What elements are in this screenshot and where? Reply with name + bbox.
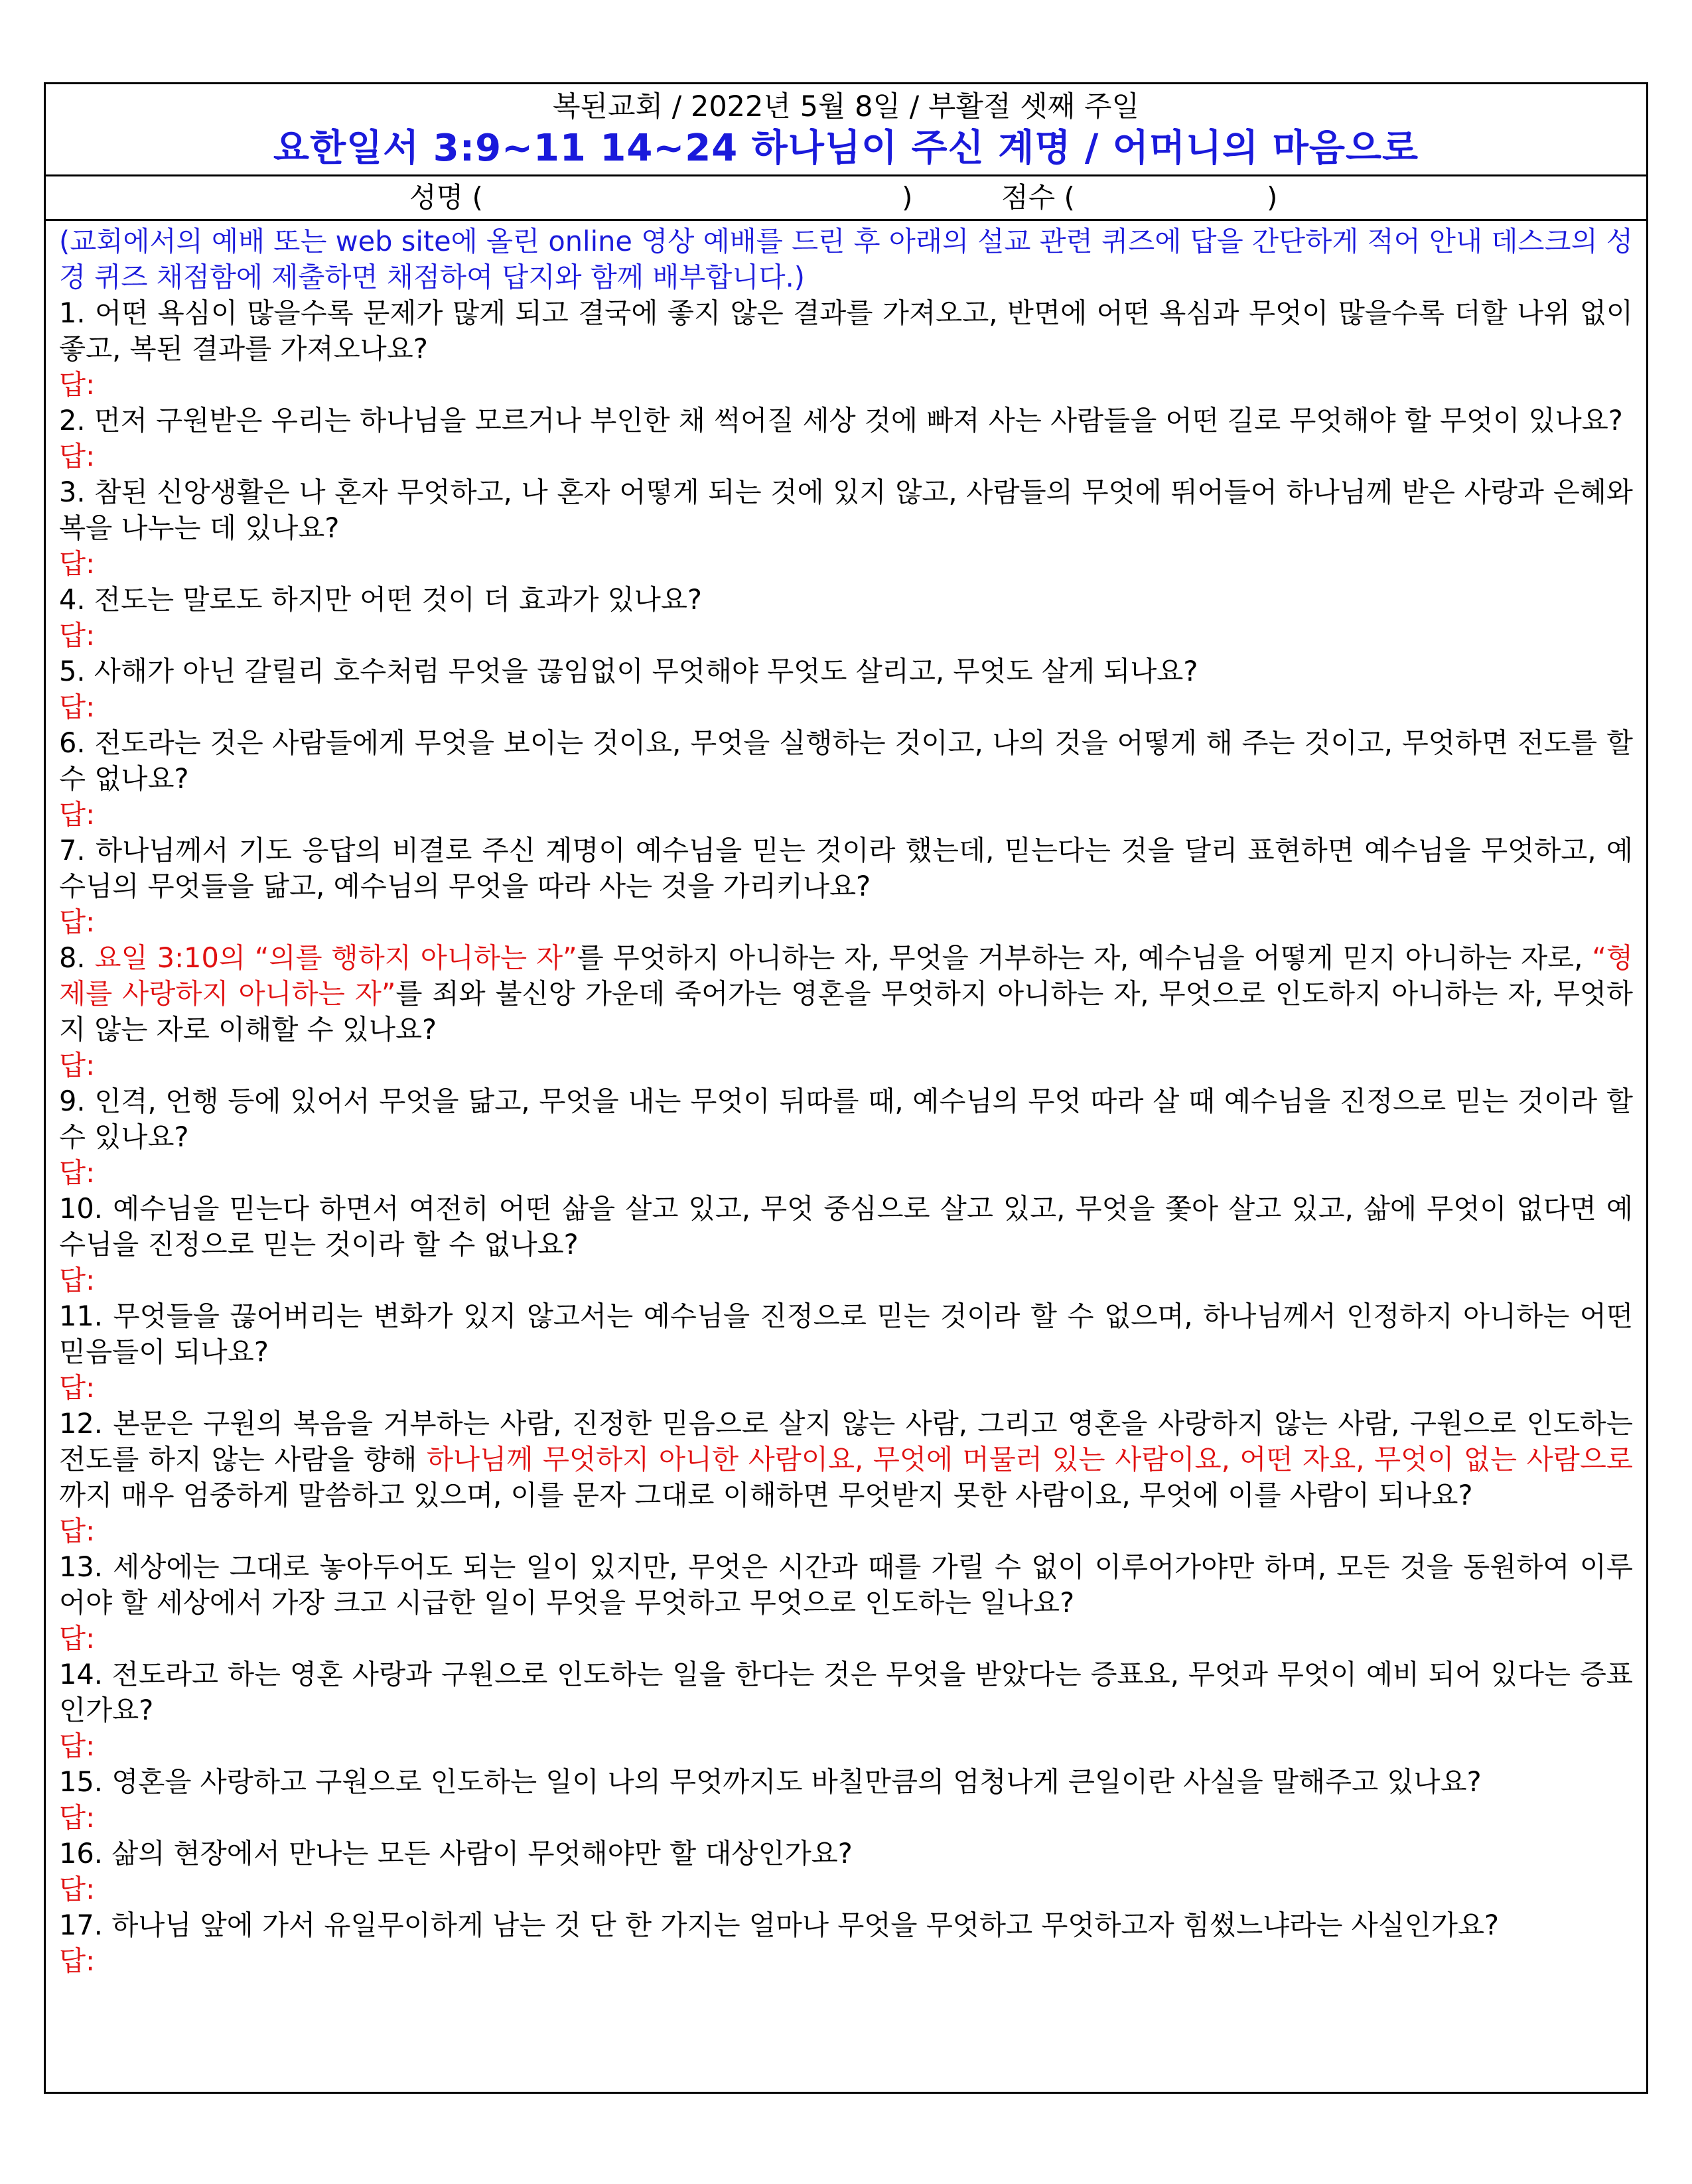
question-text: 까지 매우 엄중하게 말씀하고 있으며, 이를 문자 그대로 이해하면 무엇받지 못한 사람이요, 무엇에 이를 사람이 되나요? [59,1479,1473,1511]
question-text: 를 죄와 불신앙 가운데 죽어가는 영혼을 무엇하지 아니하는 자, 무엇으로 인도하지 아니하는 자, 무엇하지 않는 자로 이해할 수 있나요? [59,977,1633,1046]
quiz-question: 1. 어떤 욕심이 많을수록 문제가 많게 되고 결국에 좋지 않은 결과를 가져오고, 반면에 어떤 욕심과 무엇이 많을수록 더할 나위 없이 좋고, 복된 결과를 가져오나요? [59,297,1633,365]
answer-field[interactable]: 답: [59,906,96,938]
quiz-question: 17. 하나님 앞에 가서 유일무이하게 남는 것 단 한 가지는 얼마나 무엇을 무엇하고 무엇하고자 힘썼느냐라는 사실인가요? [59,1909,1500,1941]
quiz-question: 15. 영혼을 사랑하고 구원으로 인도하는 일이 나의 무엇까지도 바칠만큼의 엄청나게 큰일이란 사실을 말해주고 있나요? [59,1765,1482,1798]
quiz-question: 9. 인격, 언행 등에 있어서 무엇을 닮고, 무엇을 내는 무엇이 뒤따를 때, 예수님의 무엇 따라 살 때 예수님을 진정으로 믿는 것이라 할 수 있나요? [59,1085,1633,1153]
answer-field[interactable]: 답: [59,1873,96,1905]
quiz-question: 11. 무엇들을 끊어버리는 변화가 있지 않고서는 예수님을 진정으로 믿는 것이라 할 수 없으며, 하나님께서 인정하지 아니하는 어떤 믿음들이 되나요? [59,1300,1633,1368]
quiz-question [59,940,1633,1048]
answer-field[interactable]: 답: [59,440,96,472]
quiz-body [46,221,1646,1979]
name-label: 성명 ( [409,181,483,214]
quiz-question: 6. 전도라는 것은 사람들에게 무엇을 보이는 것이요, 무엇을 실행하는 것이고, 나의 것을 어떻게 해 주는 것이고, 무엇하면 전도를 할 수 없나요? [59,726,1633,795]
quiz-sheet [44,82,1648,2094]
quiz-question: 5. 사해가 아닌 갈릴리 호수처럼 무엇을 끊임없이 무엇해야 무엇도 살리고, 무엇도 살게 되나요? [59,655,1198,687]
score-field-close: ) [1267,181,1278,214]
quiz-question: 13. 세상에는 그대로 놓아두어도 되는 일이 있지만, 무엇은 시간과 때를 가릴 수 없이 이루어가야만 하며, 모든 것을 동원하여 이루어야 할 세상에서 가장 크고 시급한 일이 무엇을 무엇하고 무엇으로 인도하는 일나요? [59,1550,1633,1619]
answer-field[interactable]: 답: [59,1622,96,1655]
sheet-header [46,84,1646,176]
quiz-question: 2. 먼저 구원받은 우리는 하나님을 모르거나 부인한 채 썩어질 세상 것에 빠져 사는 사람들을 어떤 길로 무엇해야 할 무엇이 있나요? [59,404,1623,437]
answer-field[interactable]: 답: [59,1049,96,1081]
question-text: 를 무엇하지 아니하는 자, 무엇을 거부하는 자, 예수님을 어떻게 믿지 아니하는 자로, [577,941,1592,974]
question-text: 12. 본문은 구원의 복음을 거부하는 사람, 진정한 믿음으로 살지 않는 사람, 그리고 영혼을 사랑하지 않는 사람, 구원으로 인도하는 전도를 하지 않는 사람을 향해 [59,1407,1633,1475]
name-score-row [46,176,1646,221]
sermon-title: 요한일서 3:9~11 14~24 하나님이 주신 계명 / 어머니의 마음으로 [273,127,1419,170]
quiz-question: 3. 참된 신앙생활은 나 혼자 무엇하고, 나 혼자 어떻게 되는 것에 있지 않고, 사람들의 무엇에 뛰어들어 하나님께 받은 사랑과 은혜와 복을 나누는 데 있나요? [59,476,1633,544]
quiz-question: 10. 예수님을 믿는다 하면서 여전히 어떤 삶을 살고 있고, 무엇 중심으로 살고 있고, 무엇을 쫓아 살고 있고, 삶에 무엇이 없다면 예수님을 진정으로 믿는 것이라 할 수 없나요? [59,1192,1633,1261]
answer-field[interactable]: 답: [59,1730,96,1762]
name-field-close: ) [902,181,913,214]
answer-field[interactable]: 답: [59,368,96,401]
answer-field[interactable]: 답: [59,691,96,723]
answer-field[interactable]: 답: [59,1156,96,1189]
church-date-line: 복된교회 / 2022년 5월 8일 / 부활절 셋째 주일 [552,90,1139,123]
answer-field[interactable]: 답: [59,1945,96,1977]
quiz-question [59,1406,1633,1513]
answer-field[interactable]: 답: [59,1371,96,1404]
answer-field[interactable]: 답: [59,547,96,580]
submission-notice: (교회에서의 예배 또는 web site에 올린 online 영상 예배를 드린 후 아래의 설교 관련 퀴즈에 답을 간단하게 적어 안내 데스크의 성경 퀴즈 채점함에 제출하면 채점하여 답지와 함께 배부합니다.) [59,225,1633,293]
highlighted-text: 요일 3:10의 “의를 행하지 아니하는 자” [94,941,577,974]
quiz-question: 7. 하나님께서 기도 응답의 비결로 주신 계명이 예수님을 믿는 것이라 했는데, 믿는다는 것을 달리 표현하면 예수님을 무엇하고, 예수님의 무엇들을 닮고, 예수님의 무엇을 따라 사는 것을 가리키나요? [59,834,1633,902]
highlighted-text: “형제를 사랑하지 아니하는 자” [59,941,1633,1010]
answer-field[interactable]: 답: [59,619,96,651]
score-label: 점수 ( [1001,181,1075,214]
answer-field[interactable]: 답: [59,1515,96,1547]
quiz-question: 4. 전도는 말로도 하지만 어떤 것이 더 효과가 있나요? [59,583,702,616]
answer-field[interactable]: 답: [59,798,96,831]
highlighted-text: 하나님께 무엇하지 아니한 사람이요, 무엇에 머물러 있는 사람이요, 어떤 자요, 무엇이 없는 사람으로 [426,1443,1633,1475]
quiz-question: 16. 삶의 현장에서 만나는 모든 사람이 무엇해야만 할 대상인가요? [59,1837,853,1870]
answer-field[interactable]: 답: [59,1801,96,1834]
question-text: 8. [59,941,95,974]
answer-field[interactable]: 답: [59,1264,96,1296]
quiz-question: 14. 전도라고 하는 영혼 사랑과 구원으로 인도하는 일을 한다는 것은 무엇을 받았다는 증표요, 무엇과 무엇이 예비 되어 있다는 증표인가요? [59,1658,1633,1726]
